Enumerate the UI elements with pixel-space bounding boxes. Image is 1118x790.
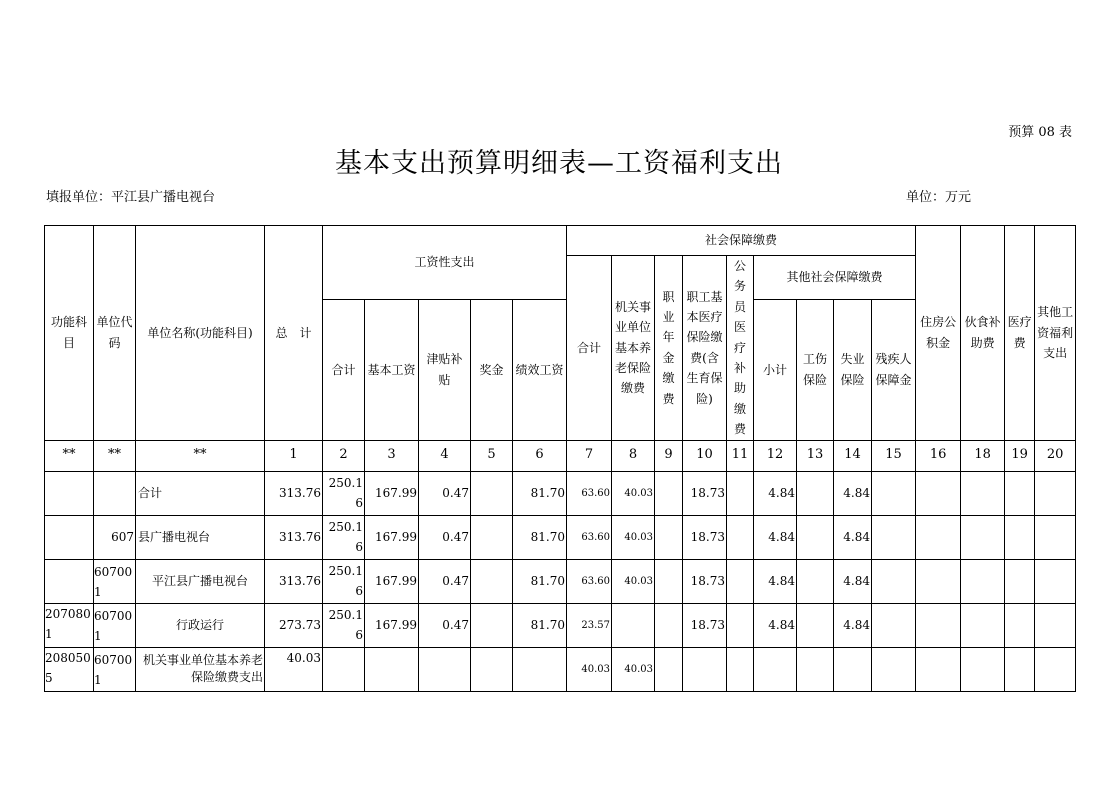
index-cell: 15 xyxy=(872,440,916,471)
total-cell: 273.73 xyxy=(265,603,323,647)
index-cell: 10 xyxy=(683,440,727,471)
unit-code-cell xyxy=(94,471,136,515)
medical-cell xyxy=(683,647,727,691)
other-subtotal-cell: 4.84 xyxy=(754,559,797,603)
index-cell: 13 xyxy=(797,440,834,471)
unit-code-cell: 607 xyxy=(94,515,136,559)
injury-cell xyxy=(797,471,834,515)
bonus-cell xyxy=(471,471,513,515)
func-code-cell xyxy=(45,559,94,603)
header-bonus: 奖金 xyxy=(471,300,513,440)
civil-medical-cell xyxy=(727,647,754,691)
unit-name-cell: 县广播电视台 xyxy=(136,515,265,559)
other-welfare-cell xyxy=(1035,515,1076,559)
header-unemployment: 失业保险 xyxy=(834,300,872,440)
header-injury: 工伤保险 xyxy=(797,300,834,440)
func-code-cell: 2080505 xyxy=(45,647,94,691)
budget-table xyxy=(44,225,1076,692)
total-cell: 40.03 xyxy=(265,647,323,691)
header-pension: 机关事业单位基本养老保险缴费 xyxy=(612,256,655,441)
header-social-group: 社会保障缴费 xyxy=(567,226,916,256)
performance-cell xyxy=(513,647,567,691)
pension-cell: 40.03 xyxy=(612,559,655,603)
other-welfare-cell xyxy=(1035,603,1076,647)
header-other-welfare: 其他工资福利支出 xyxy=(1035,226,1076,441)
header-wage-group: 工资性支出 xyxy=(323,226,567,300)
index-cell: ** xyxy=(45,440,94,471)
medical-fee-cell xyxy=(1005,471,1035,515)
basic-wage-cell: 167.99 xyxy=(365,559,419,603)
disability-cell xyxy=(872,559,916,603)
civil-medical-cell xyxy=(727,515,754,559)
func-code-cell xyxy=(45,515,94,559)
header-other-social: 其他社会保障缴费 xyxy=(754,256,916,300)
medical-cell: 18.73 xyxy=(683,471,727,515)
index-cell: 8 xyxy=(612,440,655,471)
total-cell: 313.76 xyxy=(265,559,323,603)
disability-cell xyxy=(872,515,916,559)
unemployment-cell xyxy=(834,647,872,691)
disability-cell xyxy=(872,647,916,691)
performance-cell: 81.70 xyxy=(513,559,567,603)
page-title: 基本支出预算明细表—工资福利支出 xyxy=(335,148,783,179)
injury-cell xyxy=(797,603,834,647)
header-wage-sum: 合计 xyxy=(323,300,365,440)
header-func-code: 功能科目 xyxy=(45,226,94,441)
other-subtotal-cell: 4.84 xyxy=(754,603,797,647)
header-unit-name: 单位名称(功能科目) xyxy=(136,226,265,441)
other-welfare-cell xyxy=(1035,559,1076,603)
medical-cell: 18.73 xyxy=(683,559,727,603)
pension-cell: 40.03 xyxy=(612,471,655,515)
medical-fee-cell xyxy=(1005,515,1035,559)
meal-cell xyxy=(961,603,1005,647)
bonus-cell xyxy=(471,515,513,559)
header-civil-medical: 公务员医疗补助缴费 xyxy=(727,256,754,441)
medical-fee-cell xyxy=(1005,559,1035,603)
header-total: 总 计 xyxy=(265,226,323,441)
header-allowance: 津贴补贴 xyxy=(419,300,471,440)
table-row xyxy=(45,559,1076,603)
basic-wage-cell: 167.99 xyxy=(365,471,419,515)
performance-cell: 81.70 xyxy=(513,471,567,515)
wage-sum-cell xyxy=(323,647,365,691)
annuity-cell xyxy=(655,559,683,603)
civil-medical-cell xyxy=(727,603,754,647)
header-meal: 伙食补助费 xyxy=(961,226,1005,441)
social-sum-cell: 23.57 xyxy=(567,603,612,647)
wage-sum-cell: 250.16 xyxy=(323,515,365,559)
basic-wage-cell xyxy=(365,647,419,691)
table-row xyxy=(45,647,1076,691)
housing-cell xyxy=(916,647,961,691)
annuity-cell xyxy=(655,471,683,515)
pension-cell: 40.03 xyxy=(612,515,655,559)
meal-cell xyxy=(961,647,1005,691)
filler-unit-label: 填报单位：平江县广播电视台 xyxy=(46,190,216,205)
other-welfare-cell xyxy=(1035,647,1076,691)
other-welfare-cell xyxy=(1035,471,1076,515)
unit-name-cell: 行政运行 xyxy=(136,603,265,647)
unit-name-cell: 机关事业单位基本养老保险缴费支出 xyxy=(136,647,265,691)
performance-cell: 81.70 xyxy=(513,603,567,647)
index-cell: 14 xyxy=(834,440,872,471)
unit-code-cell: 607001 xyxy=(94,603,136,647)
unemployment-cell: 4.84 xyxy=(834,471,872,515)
header-basic-wage: 基本工资 xyxy=(365,300,419,440)
disability-cell xyxy=(872,471,916,515)
header-medical: 职工基本医疗保险缴费(含生育保险) xyxy=(683,256,727,441)
unemployment-cell: 4.84 xyxy=(834,559,872,603)
other-subtotal-cell: 4.84 xyxy=(754,515,797,559)
header-performance: 绩效工资 xyxy=(513,300,567,440)
index-cell: 11 xyxy=(727,440,754,471)
social-sum-cell: 63.60 xyxy=(567,515,612,559)
performance-cell: 81.70 xyxy=(513,515,567,559)
table-row xyxy=(45,515,1076,559)
table-row xyxy=(45,471,1076,515)
social-sum-cell: 63.60 xyxy=(567,559,612,603)
index-cell: 20 xyxy=(1035,440,1076,471)
other-subtotal-cell xyxy=(754,647,797,691)
civil-medical-cell xyxy=(727,559,754,603)
unit-name-cell: 平江县广播电视台 xyxy=(136,559,265,603)
injury-cell xyxy=(797,559,834,603)
index-cell: 7 xyxy=(567,440,612,471)
basic-wage-cell: 167.99 xyxy=(365,603,419,647)
table-row xyxy=(45,603,1076,647)
index-cell: 16 xyxy=(916,440,961,471)
money-unit-label: 单位：万元 xyxy=(906,190,972,205)
medical-fee-cell xyxy=(1005,647,1035,691)
injury-cell xyxy=(797,647,834,691)
unemployment-cell: 4.84 xyxy=(834,603,872,647)
header-housing: 住房公积金 xyxy=(916,226,961,441)
unit-name-cell: 合计 xyxy=(136,471,265,515)
medical-fee-cell xyxy=(1005,603,1035,647)
pension-cell xyxy=(612,603,655,647)
index-cell: 1 xyxy=(265,440,323,471)
housing-cell xyxy=(916,559,961,603)
index-cell: 2 xyxy=(323,440,365,471)
bonus-cell xyxy=(471,603,513,647)
housing-cell xyxy=(916,603,961,647)
index-cell: 5 xyxy=(471,440,513,471)
pension-cell: 40.03 xyxy=(612,647,655,691)
index-row xyxy=(45,440,1076,471)
func-code-cell: 2070801 xyxy=(45,603,94,647)
func-code-cell xyxy=(45,471,94,515)
index-cell: 3 xyxy=(365,440,419,471)
allowance-cell: 0.47 xyxy=(419,559,471,603)
annuity-cell xyxy=(655,515,683,559)
wage-sum-cell: 250.16 xyxy=(323,559,365,603)
index-cell: 4 xyxy=(419,440,471,471)
unemployment-cell: 4.84 xyxy=(834,515,872,559)
total-cell: 313.76 xyxy=(265,515,323,559)
total-cell: 313.76 xyxy=(265,471,323,515)
header-annuity: 职业年金缴费 xyxy=(655,256,683,441)
wage-sum-cell: 250.16 xyxy=(323,603,365,647)
injury-cell xyxy=(797,515,834,559)
allowance-cell: 0.47 xyxy=(419,471,471,515)
civil-medical-cell xyxy=(727,471,754,515)
header-row-1 xyxy=(45,226,1076,256)
unit-code-cell: 607001 xyxy=(94,647,136,691)
allowance-cell: 0.47 xyxy=(419,603,471,647)
index-cell: ** xyxy=(136,440,265,471)
medical-cell: 18.73 xyxy=(683,603,727,647)
disability-cell xyxy=(872,603,916,647)
meal-cell xyxy=(961,515,1005,559)
header-disability: 残疾人保障金 xyxy=(872,300,916,440)
index-cell: 9 xyxy=(655,440,683,471)
annuity-cell xyxy=(655,647,683,691)
medical-cell: 18.73 xyxy=(683,515,727,559)
social-sum-cell: 40.03 xyxy=(567,647,612,691)
index-cell: 6 xyxy=(513,440,567,471)
index-cell: 18 xyxy=(961,440,1005,471)
other-subtotal-cell: 4.84 xyxy=(754,471,797,515)
index-cell: ** xyxy=(94,440,136,471)
meal-cell xyxy=(961,559,1005,603)
index-cell: 19 xyxy=(1005,440,1035,471)
header-other-subtotal: 小计 xyxy=(754,300,797,440)
index-cell: 12 xyxy=(754,440,797,471)
housing-cell xyxy=(916,471,961,515)
meal-cell xyxy=(961,471,1005,515)
bonus-cell xyxy=(471,559,513,603)
bonus-cell xyxy=(471,647,513,691)
annuity-cell xyxy=(655,603,683,647)
basic-wage-cell: 167.99 xyxy=(365,515,419,559)
allowance-cell: 0.47 xyxy=(419,515,471,559)
allowance-cell xyxy=(419,647,471,691)
housing-cell xyxy=(916,515,961,559)
table-number-tag: 预算 08 表 xyxy=(1008,125,1072,140)
wage-sum-cell: 250.16 xyxy=(323,471,365,515)
header-medical-fee: 医疗费 xyxy=(1005,226,1035,441)
header-social-sum: 合计 xyxy=(567,256,612,441)
unit-code-cell: 607001 xyxy=(94,559,136,603)
header-unit-code: 单位代码 xyxy=(94,226,136,441)
social-sum-cell: 63.60 xyxy=(567,471,612,515)
